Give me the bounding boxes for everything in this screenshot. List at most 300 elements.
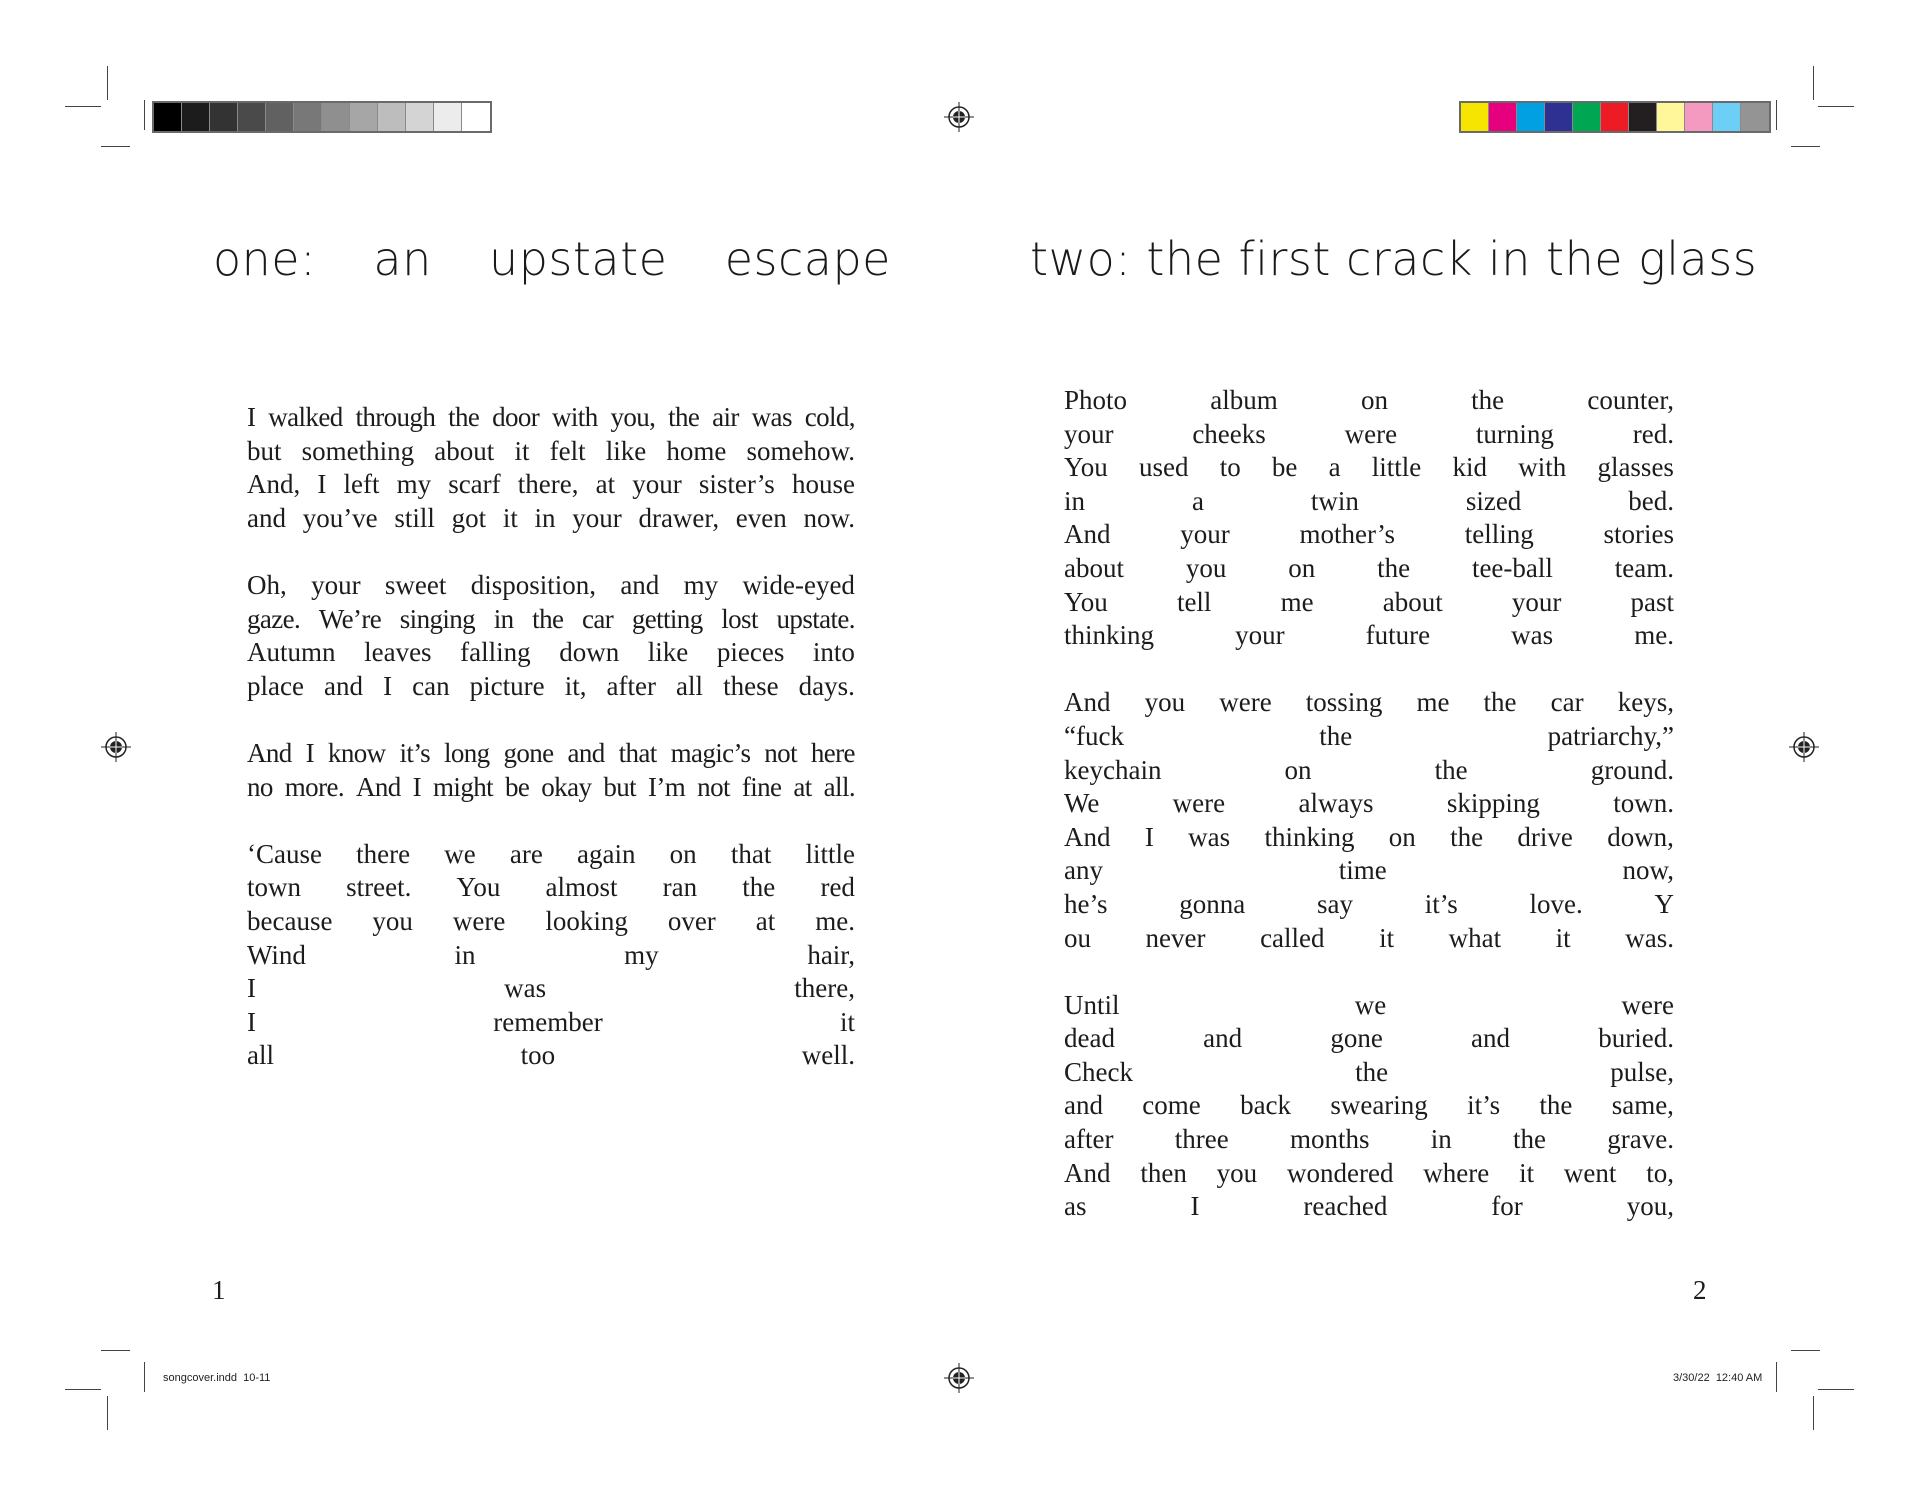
color-swatch bbox=[378, 103, 406, 131]
lyric-word: as bbox=[1064, 1191, 1087, 1222]
lyric-word: me. bbox=[815, 905, 855, 936]
lyric-word: about bbox=[1382, 586, 1443, 617]
color-bar bbox=[1459, 101, 1771, 133]
lyric-word: me bbox=[1280, 586, 1314, 617]
lyric-word: drawer, bbox=[638, 502, 720, 533]
lyric-word: after bbox=[606, 670, 656, 701]
lyric-word: it, bbox=[564, 670, 587, 701]
lyric-word: never bbox=[1145, 922, 1206, 953]
lyric-word: red bbox=[820, 872, 855, 903]
lyric-word: like bbox=[647, 637, 689, 668]
lyric-word: glasses bbox=[1597, 452, 1674, 483]
lyric-word: same, bbox=[1611, 1090, 1674, 1121]
lyric-word: and bbox=[567, 737, 605, 768]
registration-mark-top bbox=[944, 102, 974, 132]
lyric-word: And bbox=[355, 771, 401, 802]
lyric-word: was. bbox=[1625, 922, 1674, 953]
lyric-word: sister’s bbox=[698, 469, 775, 500]
lyric-word: it bbox=[502, 502, 518, 533]
lyric-line bbox=[247, 502, 855, 536]
color-swatch bbox=[154, 103, 182, 131]
grayscale-bar bbox=[152, 101, 492, 133]
lyric-word: cold, bbox=[804, 402, 855, 432]
lyric-word: all. bbox=[823, 771, 855, 802]
lyric-word: hair, bbox=[807, 939, 855, 970]
lyric-word: And bbox=[247, 737, 292, 768]
lyric-word: always bbox=[1298, 788, 1374, 819]
stanza bbox=[247, 838, 855, 1073]
lyric-word: you, bbox=[1626, 1191, 1674, 1222]
lyric-word: swearing bbox=[1330, 1090, 1428, 1121]
lyric-word: Wind bbox=[247, 939, 306, 970]
lyric-word: twin bbox=[1310, 485, 1359, 516]
lyric-word: be bbox=[505, 771, 530, 802]
lyric-word: magic’s bbox=[670, 737, 751, 768]
lyric-word: it bbox=[514, 435, 530, 466]
lyric-word: about bbox=[1064, 552, 1124, 583]
lyric-word: We’re bbox=[318, 603, 382, 634]
lyric-line bbox=[1064, 821, 1674, 855]
lyric-word: fine bbox=[741, 771, 782, 802]
lyric-word: thinking bbox=[1064, 620, 1155, 651]
lyric-line bbox=[247, 670, 855, 704]
lyric-word: little bbox=[1371, 452, 1422, 483]
lyric-word: were bbox=[1219, 687, 1272, 718]
lyric-word: stories bbox=[1603, 519, 1674, 550]
color-swatch bbox=[266, 103, 294, 131]
lyric-word: You bbox=[456, 872, 501, 903]
lyric-word: upstate. bbox=[776, 603, 855, 634]
crop-mark bbox=[1818, 1389, 1854, 1390]
lyric-word: on bbox=[1360, 385, 1388, 415]
lyric-word: I bbox=[412, 771, 422, 802]
lyric-word: the bbox=[1377, 552, 1411, 583]
lyric-word: again bbox=[577, 838, 636, 869]
registration-mark-right bbox=[1789, 732, 1819, 762]
color-swatch bbox=[1629, 103, 1657, 131]
heading-word: upstate bbox=[489, 232, 668, 286]
lyric-word: air bbox=[712, 402, 739, 432]
lyric-word: Oh, bbox=[247, 569, 287, 600]
color-swatch bbox=[1657, 103, 1685, 131]
lyric-word: Until bbox=[1064, 989, 1120, 1020]
lyric-word: You bbox=[1064, 586, 1108, 617]
lyric-word: cheeks bbox=[1192, 418, 1266, 449]
lyric-word: left bbox=[343, 469, 380, 500]
lyric-line bbox=[247, 435, 855, 469]
lyric-word: months bbox=[1289, 1124, 1370, 1155]
lyric-line bbox=[1064, 989, 1674, 1023]
lyric-line bbox=[247, 737, 855, 771]
color-swatch bbox=[294, 103, 322, 131]
lyric-word: on bbox=[1284, 754, 1312, 785]
lyric-line bbox=[247, 939, 855, 973]
lyric-line bbox=[247, 569, 855, 603]
lyric-word: scarf bbox=[448, 469, 501, 500]
lyric-line bbox=[247, 468, 855, 502]
lyric-word: picture bbox=[469, 670, 545, 701]
lyric-word: were bbox=[452, 905, 506, 936]
lyric-word: door bbox=[492, 402, 540, 432]
lyric-word: used bbox=[1139, 452, 1189, 483]
lyric-word: me bbox=[1416, 687, 1450, 718]
lyric-line bbox=[1064, 854, 1674, 888]
lyric-word: in bbox=[534, 502, 556, 533]
lyric-word: dead bbox=[1064, 1023, 1115, 1054]
lyric-word: we bbox=[444, 838, 476, 869]
lyric-word: I bbox=[247, 1006, 256, 1037]
color-swatch bbox=[406, 103, 434, 131]
lyric-word: into bbox=[812, 637, 855, 668]
lyric-word: and bbox=[620, 569, 660, 600]
lyric-word: tell bbox=[1176, 586, 1212, 617]
lyric-word: because bbox=[247, 905, 333, 936]
right-page-number: 2 bbox=[1693, 1275, 1707, 1305]
lyric-word: here bbox=[810, 737, 855, 768]
left-page-lyrics bbox=[247, 401, 855, 1106]
lyric-word: a bbox=[1328, 452, 1341, 483]
lyric-word: know bbox=[327, 737, 386, 768]
lyric-word: at bbox=[755, 905, 776, 936]
lyric-word: We bbox=[1064, 788, 1100, 819]
color-swatch bbox=[1573, 103, 1601, 131]
lyric-word: Y bbox=[1654, 888, 1674, 919]
lyric-word: pulse, bbox=[1610, 1056, 1674, 1087]
lyric-word: ran bbox=[662, 872, 698, 903]
lyric-word: called bbox=[1260, 922, 1325, 953]
lyric-word: were bbox=[1172, 788, 1226, 819]
lyric-line bbox=[1064, 1022, 1674, 1056]
crop-mark bbox=[1776, 100, 1777, 130]
lyric-word: he’s bbox=[1064, 888, 1108, 919]
lyric-word: that bbox=[730, 838, 772, 869]
lyric-line bbox=[247, 1039, 855, 1073]
lyric-word: ou bbox=[1064, 922, 1091, 953]
lyric-word: through bbox=[355, 402, 436, 432]
lyric-word: it’s bbox=[399, 737, 431, 768]
lyric-word: got bbox=[451, 502, 487, 533]
lyric-word: it’s bbox=[1467, 1090, 1501, 1121]
lyric-word: patriarchy,” bbox=[1547, 720, 1674, 751]
lyric-word: Photo bbox=[1064, 385, 1128, 415]
lyric-word: felt bbox=[549, 435, 586, 466]
color-swatch bbox=[210, 103, 238, 131]
lyric-word: gone bbox=[503, 737, 554, 768]
lyric-word: not bbox=[764, 737, 797, 768]
lyric-word: gone bbox=[1330, 1023, 1383, 1054]
lyric-word: and bbox=[324, 670, 363, 701]
lyric-word: I bbox=[247, 973, 256, 1004]
lyric-word: and bbox=[1064, 1090, 1103, 1121]
lyric-word: somehow. bbox=[746, 435, 855, 466]
lyric-line bbox=[247, 871, 855, 905]
lyric-word: three bbox=[1174, 1124, 1229, 1155]
lyric-word: counter, bbox=[1587, 385, 1674, 415]
lyric-word: it bbox=[1555, 922, 1571, 953]
lyric-word: ground. bbox=[1590, 754, 1674, 785]
lyric-word: your bbox=[572, 502, 622, 533]
lyric-word: ‘Cause bbox=[247, 838, 322, 869]
crop-mark bbox=[144, 100, 145, 130]
registration-mark-left bbox=[101, 732, 131, 762]
lyric-word: the bbox=[668, 402, 700, 432]
lyric-word: in bbox=[493, 603, 514, 634]
lyric-line bbox=[247, 771, 855, 805]
lyric-word: I bbox=[247, 402, 256, 432]
crop-mark bbox=[1818, 106, 1854, 107]
lyric-word: was bbox=[1511, 620, 1554, 651]
lyric-word: I bbox=[317, 469, 327, 500]
lyric-word: the bbox=[1434, 754, 1468, 785]
lyric-line bbox=[1064, 418, 1674, 452]
lyric-word: the bbox=[1355, 1056, 1389, 1087]
lyric-line bbox=[1064, 451, 1674, 485]
lyric-word: I’m bbox=[648, 771, 686, 802]
lyric-word: over bbox=[667, 905, 716, 936]
lyric-word: even bbox=[735, 502, 787, 533]
lyric-word: looking bbox=[545, 905, 628, 936]
lyric-word: the bbox=[1471, 385, 1505, 415]
lyric-word: you bbox=[1185, 552, 1227, 583]
lyric-word: your bbox=[1180, 519, 1230, 550]
lyric-word: on bbox=[1388, 821, 1416, 852]
lyric-word: I bbox=[305, 737, 315, 768]
lyric-word: little bbox=[805, 838, 855, 869]
lyric-word: You bbox=[1064, 452, 1108, 483]
crop-mark bbox=[1791, 1350, 1820, 1351]
lyric-word: like bbox=[605, 435, 647, 466]
lyric-word: down bbox=[559, 637, 620, 668]
crop-mark bbox=[1813, 1396, 1814, 1430]
lyric-word: be bbox=[1271, 452, 1298, 483]
slug-timestamp: 3/30/22 12:40 AM bbox=[1673, 1372, 1763, 1384]
lyric-word: went bbox=[1563, 1157, 1617, 1188]
lyric-word: I bbox=[1144, 821, 1154, 852]
lyric-word: all bbox=[676, 670, 704, 701]
crop-mark bbox=[65, 106, 101, 107]
lyric-word: are bbox=[509, 838, 543, 869]
color-swatch bbox=[434, 103, 462, 131]
lyric-word: red. bbox=[1632, 418, 1674, 449]
lyric-word: back bbox=[1240, 1090, 1292, 1121]
color-swatch bbox=[1601, 103, 1629, 131]
lyric-line bbox=[1064, 888, 1674, 922]
lyric-word: walked bbox=[268, 402, 343, 432]
lyric-word: might bbox=[433, 771, 494, 802]
lyric-word: sized bbox=[1465, 485, 1522, 516]
lyric-word: these bbox=[723, 670, 779, 701]
lyric-word: thinking bbox=[1264, 821, 1355, 852]
lyric-word: in bbox=[1064, 485, 1086, 516]
crop-mark bbox=[1813, 66, 1814, 100]
lyric-word: the bbox=[532, 603, 564, 634]
lyric-word: And bbox=[1064, 687, 1111, 718]
lyric-word: car bbox=[1550, 687, 1584, 718]
lyric-word: were bbox=[1621, 989, 1674, 1020]
lyric-word: getting bbox=[631, 603, 703, 634]
lyric-word: down, bbox=[1607, 821, 1674, 852]
left-page-heading bbox=[213, 228, 891, 290]
lyric-word: wondered bbox=[1286, 1157, 1394, 1188]
lyric-line bbox=[1064, 922, 1674, 956]
lyric-word: skipping bbox=[1446, 788, 1540, 819]
lyric-line bbox=[1064, 619, 1674, 653]
lyric-word: place bbox=[247, 670, 304, 701]
lyric-word: there bbox=[356, 838, 411, 869]
color-swatch bbox=[350, 103, 378, 131]
lyric-word: a bbox=[1191, 485, 1204, 516]
lyric-word: my bbox=[683, 569, 719, 600]
lyric-word: I bbox=[383, 670, 393, 701]
lyric-word: and bbox=[247, 502, 286, 533]
crop-mark bbox=[1776, 1362, 1777, 1392]
lyric-word: too bbox=[520, 1040, 556, 1071]
heading-word: one: bbox=[213, 232, 317, 286]
lyric-word: say bbox=[1316, 888, 1353, 919]
lyric-line bbox=[1064, 518, 1674, 552]
lyric-line bbox=[247, 1006, 855, 1040]
lyric-word: gaze. bbox=[247, 603, 301, 634]
stanza bbox=[1064, 686, 1674, 955]
lyric-word: at bbox=[595, 469, 616, 500]
lyric-word: singing bbox=[399, 603, 476, 634]
crop-mark bbox=[101, 1350, 130, 1351]
lyric-word: bed. bbox=[1628, 485, 1674, 516]
lyric-word: falling bbox=[460, 637, 531, 668]
lyric-line bbox=[247, 401, 855, 435]
lyric-word: to bbox=[1219, 452, 1241, 483]
lyric-word: leaves bbox=[364, 637, 432, 668]
crop-mark bbox=[107, 1396, 108, 1430]
lyric-word: the bbox=[1319, 720, 1353, 751]
lyric-word: on bbox=[669, 838, 697, 869]
lyric-word: it bbox=[1379, 922, 1395, 953]
stanza bbox=[247, 569, 855, 703]
lyric-line bbox=[247, 905, 855, 939]
lyric-word: the bbox=[1450, 821, 1484, 852]
lyric-word: gonna bbox=[1179, 888, 1246, 919]
heading-word: escape bbox=[724, 232, 891, 286]
lyric-word: house bbox=[791, 469, 855, 500]
lyric-word: tossing bbox=[1305, 687, 1383, 718]
lyric-word: you’ve bbox=[302, 502, 378, 533]
lyric-word: and bbox=[1471, 1023, 1511, 1054]
lyric-word: on bbox=[1288, 552, 1316, 583]
lyric-word: long bbox=[443, 737, 490, 768]
lyric-line bbox=[247, 636, 855, 670]
lyric-word: was bbox=[1188, 821, 1231, 852]
lyric-word: still bbox=[394, 502, 435, 533]
crop-mark bbox=[101, 146, 130, 147]
lyric-word: keychain bbox=[1064, 754, 1162, 785]
lyric-word: then bbox=[1140, 1157, 1187, 1188]
lyric-word: can bbox=[412, 670, 450, 701]
lyric-word: was bbox=[751, 402, 792, 432]
lyric-line bbox=[1064, 1157, 1674, 1191]
lyric-word: sweet bbox=[384, 569, 447, 600]
lyric-word: And bbox=[1064, 519, 1111, 550]
lyric-word: reached bbox=[1303, 1191, 1388, 1222]
lyric-word: your bbox=[632, 469, 682, 500]
color-swatch bbox=[1685, 103, 1713, 131]
color-swatch bbox=[1545, 103, 1573, 131]
lyric-word: album bbox=[1210, 385, 1278, 415]
lyric-line bbox=[1064, 485, 1674, 519]
lyric-word: that bbox=[618, 737, 657, 768]
lyric-word: Check bbox=[1064, 1056, 1133, 1087]
color-swatch bbox=[238, 103, 266, 131]
lyric-word: for bbox=[1491, 1191, 1523, 1222]
lyric-word: car bbox=[582, 603, 614, 634]
lyric-word: the bbox=[448, 402, 480, 432]
color-swatch bbox=[1461, 103, 1489, 131]
lyric-line bbox=[1064, 1190, 1674, 1224]
lyric-word: what bbox=[1448, 922, 1502, 953]
stanza bbox=[1064, 989, 1674, 1224]
slug-file-info: songcover.indd 10-11 bbox=[163, 1372, 271, 1384]
lyric-word: with bbox=[552, 402, 598, 432]
lyric-word: you bbox=[372, 905, 413, 936]
lyric-word: in bbox=[454, 939, 476, 970]
lyric-word: more. bbox=[284, 771, 345, 802]
lyric-line bbox=[1064, 720, 1674, 754]
right-page-heading: two: the first crack in the glass bbox=[1030, 232, 1758, 286]
stanza bbox=[1064, 384, 1674, 653]
lyric-word: past bbox=[1630, 586, 1674, 617]
lyric-line bbox=[1064, 686, 1674, 720]
lyric-word: come bbox=[1142, 1090, 1201, 1121]
lyric-word: the bbox=[1483, 687, 1517, 718]
lyric-line bbox=[1064, 1056, 1674, 1090]
heading-word: an bbox=[373, 232, 432, 286]
crop-mark bbox=[1791, 146, 1820, 147]
lyric-word: your bbox=[1064, 418, 1114, 449]
lyric-line bbox=[1064, 754, 1674, 788]
crop-mark bbox=[107, 66, 108, 100]
lyric-word: and bbox=[1203, 1023, 1243, 1054]
lyric-word: my bbox=[396, 469, 432, 500]
lyric-line bbox=[1064, 787, 1674, 821]
lyric-word: with bbox=[1518, 452, 1567, 483]
lyric-word: after bbox=[1064, 1124, 1114, 1155]
lyric-word: you bbox=[1144, 687, 1186, 718]
lyric-line bbox=[1064, 1089, 1674, 1123]
lyric-word: time bbox=[1338, 855, 1387, 886]
lyric-word: grave. bbox=[1607, 1124, 1674, 1155]
lyric-word: love. bbox=[1529, 888, 1583, 919]
lyric-word: well. bbox=[801, 1040, 855, 1071]
lyric-word: wide-eyed bbox=[742, 569, 855, 600]
lyric-word: mother’s bbox=[1299, 519, 1395, 550]
lyric-word: buried. bbox=[1598, 1023, 1674, 1054]
lyric-word: you bbox=[1216, 1157, 1258, 1188]
lyric-word: all bbox=[247, 1040, 274, 1071]
lyric-word: drive bbox=[1517, 821, 1573, 852]
lyric-word: kid bbox=[1452, 452, 1488, 483]
lyric-word: something bbox=[301, 435, 415, 466]
lyric-word: future bbox=[1365, 620, 1431, 651]
lyric-line bbox=[1064, 1123, 1674, 1157]
color-swatch bbox=[462, 103, 490, 131]
lyric-word: we bbox=[1354, 989, 1387, 1020]
lyric-word: my bbox=[624, 939, 659, 970]
stanza bbox=[247, 737, 855, 804]
lyric-word: street. bbox=[346, 872, 412, 903]
lyric-word: the bbox=[1513, 1124, 1547, 1155]
lyric-word: the bbox=[742, 872, 776, 903]
lyric-word: I bbox=[1190, 1191, 1200, 1222]
lyric-word: telling bbox=[1464, 519, 1534, 550]
